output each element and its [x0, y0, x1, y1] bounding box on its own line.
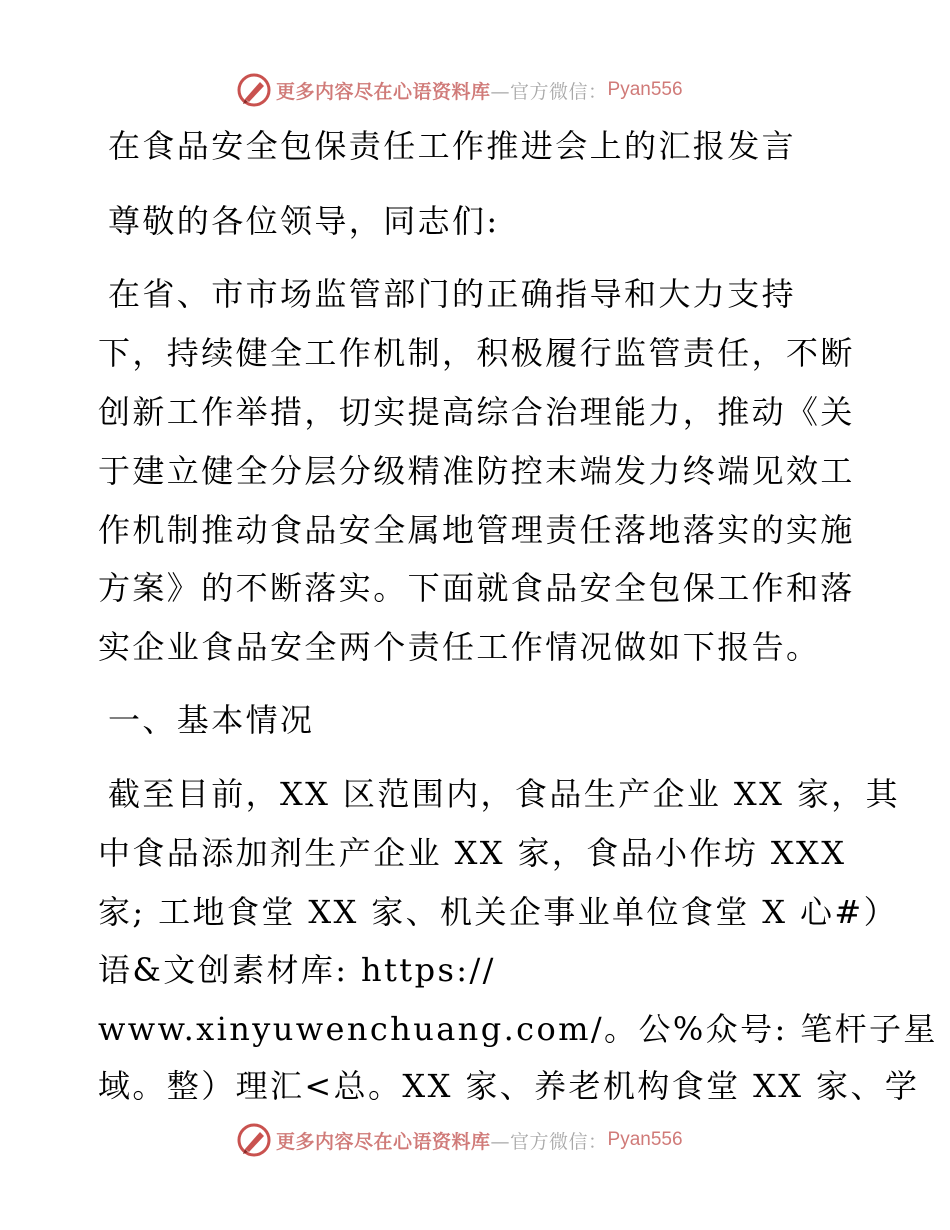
paragraph-line: 中食品添加剂生产企业 XX 家，食品小作坊 XXX: [98, 834, 847, 872]
section-heading: 一、基本情况: [108, 701, 315, 739]
watermark-wechat-id: Pyan556: [607, 1129, 683, 1150]
footer-watermark: [236, 1120, 683, 1160]
watermark-separator: —官方微信：: [490, 1130, 608, 1153]
paragraph-line: 域。整）理汇<总。XX 家、养老机构食堂 XX 家、学: [98, 1067, 920, 1105]
document-title: 在食品安全包保责任工作推进会上的汇报发言: [108, 127, 797, 165]
paragraph-line: 家; 工地食堂 XX 家、机关企事业单位食堂 X 心#）: [98, 893, 898, 931]
paragraph-line: 于建立健全分层分级精准防控末端发力终端见效工: [98, 452, 855, 490]
pen-logo-icon: [236, 72, 272, 108]
paragraph-line: 方案》的不断落实。下面就食品安全包保工作和落: [98, 569, 855, 607]
watermark-brand: 更多内容尽在心语资料库: [276, 1130, 491, 1153]
pen-logo-icon: [236, 1122, 272, 1158]
paragraph-line: www.xinyuwenchuang.com/。公%众号: 笔杆子星: [98, 1010, 938, 1048]
paragraph-line: 创新工作举措，切实提高综合治理能力，推动《关: [98, 393, 855, 431]
paragraph-line: 语&文创素材库: https://: [98, 951, 496, 989]
paragraph-line: 作机制推动食品安全属地管理责任落地落实的实施: [98, 511, 855, 549]
paragraph-line: 下，持续健全工作机制，积极履行监管责任，不断: [98, 334, 855, 372]
salutation: 尊敬的各位领导，同志们:: [108, 202, 500, 240]
watermark-separator: —官方微信：: [490, 80, 608, 103]
watermark-wechat-id: Pyan556: [607, 79, 683, 100]
watermark-brand: 更多内容尽在心语资料库: [276, 80, 491, 103]
paragraph-line: 在省、市市场监管部门的正确指导和大力支持: [108, 275, 797, 313]
paragraph-line: 截至目前，XX 区范围内，食品生产企业 XX 家，其: [108, 775, 901, 813]
header-watermark: [236, 70, 683, 110]
paragraph-line: 实企业食品安全两个责任工作情况做如下报告。: [98, 628, 821, 666]
